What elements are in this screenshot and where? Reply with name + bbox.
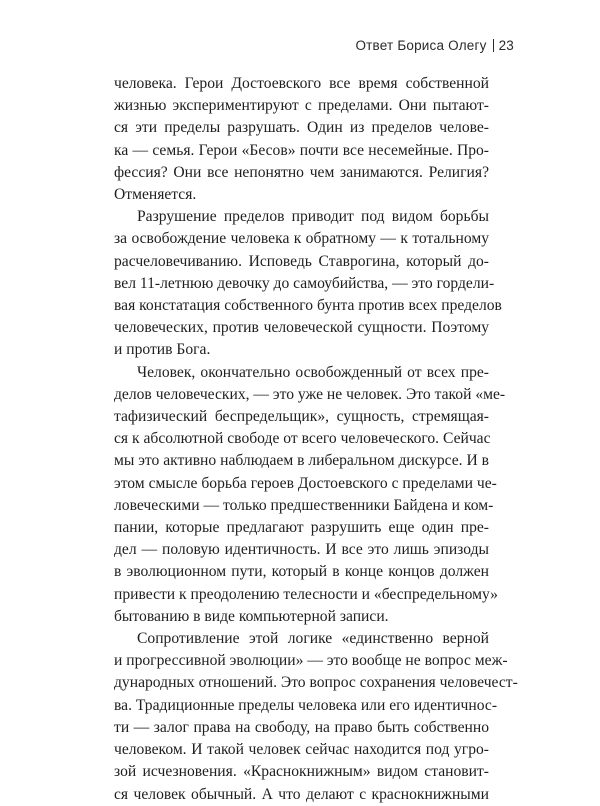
text-line: и прогрессивной эволюции» — это вообще не вопрос меж- bbox=[114, 652, 508, 670]
text-line: Человек, окончательно освобожденный от всех пре- bbox=[137, 363, 489, 381]
text-line: ка — семья. Герои «Бесов» почти все несемейные. Про- bbox=[114, 141, 489, 159]
text-line: Отменяется. bbox=[114, 186, 197, 204]
text-line: человека. Герои Достоевского все время собственной bbox=[114, 75, 489, 92]
text-line: Сопротивление этой логике «единственно верной bbox=[137, 630, 489, 648]
paragraph bbox=[114, 628, 518, 806]
paragraph bbox=[114, 73, 489, 206]
text-line: за освобождение человека к обратному — к тотальному bbox=[114, 230, 489, 248]
text-line: ся эти пределы разрушать. Один из пределов челове- bbox=[114, 119, 489, 137]
text-line: зой исчезновения. «Краснокнижным» видом становит- bbox=[114, 763, 489, 781]
text-line: и против Бога. bbox=[114, 341, 211, 359]
text-line: человеческих, против человеческой сущности. Поэтому bbox=[114, 319, 489, 337]
text-line: мы это активно наблюдаем в либеральном дискурсе. И в bbox=[114, 452, 489, 470]
running-head bbox=[355, 38, 514, 53]
text-line: расчеловечиванию. Исповедь Ставрогина, который до- bbox=[114, 252, 489, 270]
text-line: в эволюционном пути, который в конце концов должен bbox=[114, 563, 489, 581]
running-head-separator bbox=[493, 39, 494, 52]
text-line: ся человек обычный. А что делают с краснокнижными bbox=[114, 785, 489, 803]
page-number: 23 bbox=[498, 38, 514, 53]
paragraph bbox=[114, 206, 502, 361]
text-line: этом смысле борьба героев Достоевского с пределами че- bbox=[114, 474, 497, 492]
text-line: ва. Традиционные пределы человека или его идентичнос- bbox=[114, 696, 498, 714]
text-line: Разрушение пределов приводит под видом борьбы bbox=[137, 208, 489, 226]
running-head-title: Ответ Бориса Олегу bbox=[355, 38, 487, 53]
text-line: ловеческими — только предшественники Байдена и ком- bbox=[114, 496, 494, 514]
text-line: вая констатация собственного бунта против всех пределов bbox=[114, 297, 502, 315]
text-line: бытованию в виде компьютерной записи. bbox=[114, 607, 389, 625]
text-line: делов человеческих, — это уже не человек. Это такой «ме- bbox=[114, 385, 506, 403]
text-line: вел 11-летнюю девочку до самоубийства, — это гордели- bbox=[114, 274, 495, 292]
text-line: фессия? Они все непонятно чем занимаются. Религия? bbox=[114, 163, 489, 181]
body-text bbox=[114, 73, 518, 806]
text-line: пании, которые предлагают разрушить еще один пре- bbox=[114, 519, 489, 537]
text-line: ся к абсолютной свободе от всего человеческого. Сейчас bbox=[114, 430, 491, 448]
text-line: привести к преодолению телесности и «беспредельному» bbox=[114, 585, 498, 603]
text-line: дел — половую идентичность. И все это лишь эпизоды bbox=[114, 541, 489, 559]
text-line: жизнью экспериментируют с пределами. Они пытают- bbox=[114, 97, 489, 115]
text-line: дународных отношений. Это вопрос сохранения человечест- bbox=[114, 674, 518, 692]
paragraph bbox=[114, 362, 506, 628]
text-line: ти — залог права на свободу, на право быть собственно bbox=[114, 718, 489, 736]
text-line: тафизический беспредельщик», сущность, стремящая- bbox=[114, 408, 489, 426]
text-line: человеком. И такой человек сейчас находится под угро- bbox=[114, 741, 489, 759]
